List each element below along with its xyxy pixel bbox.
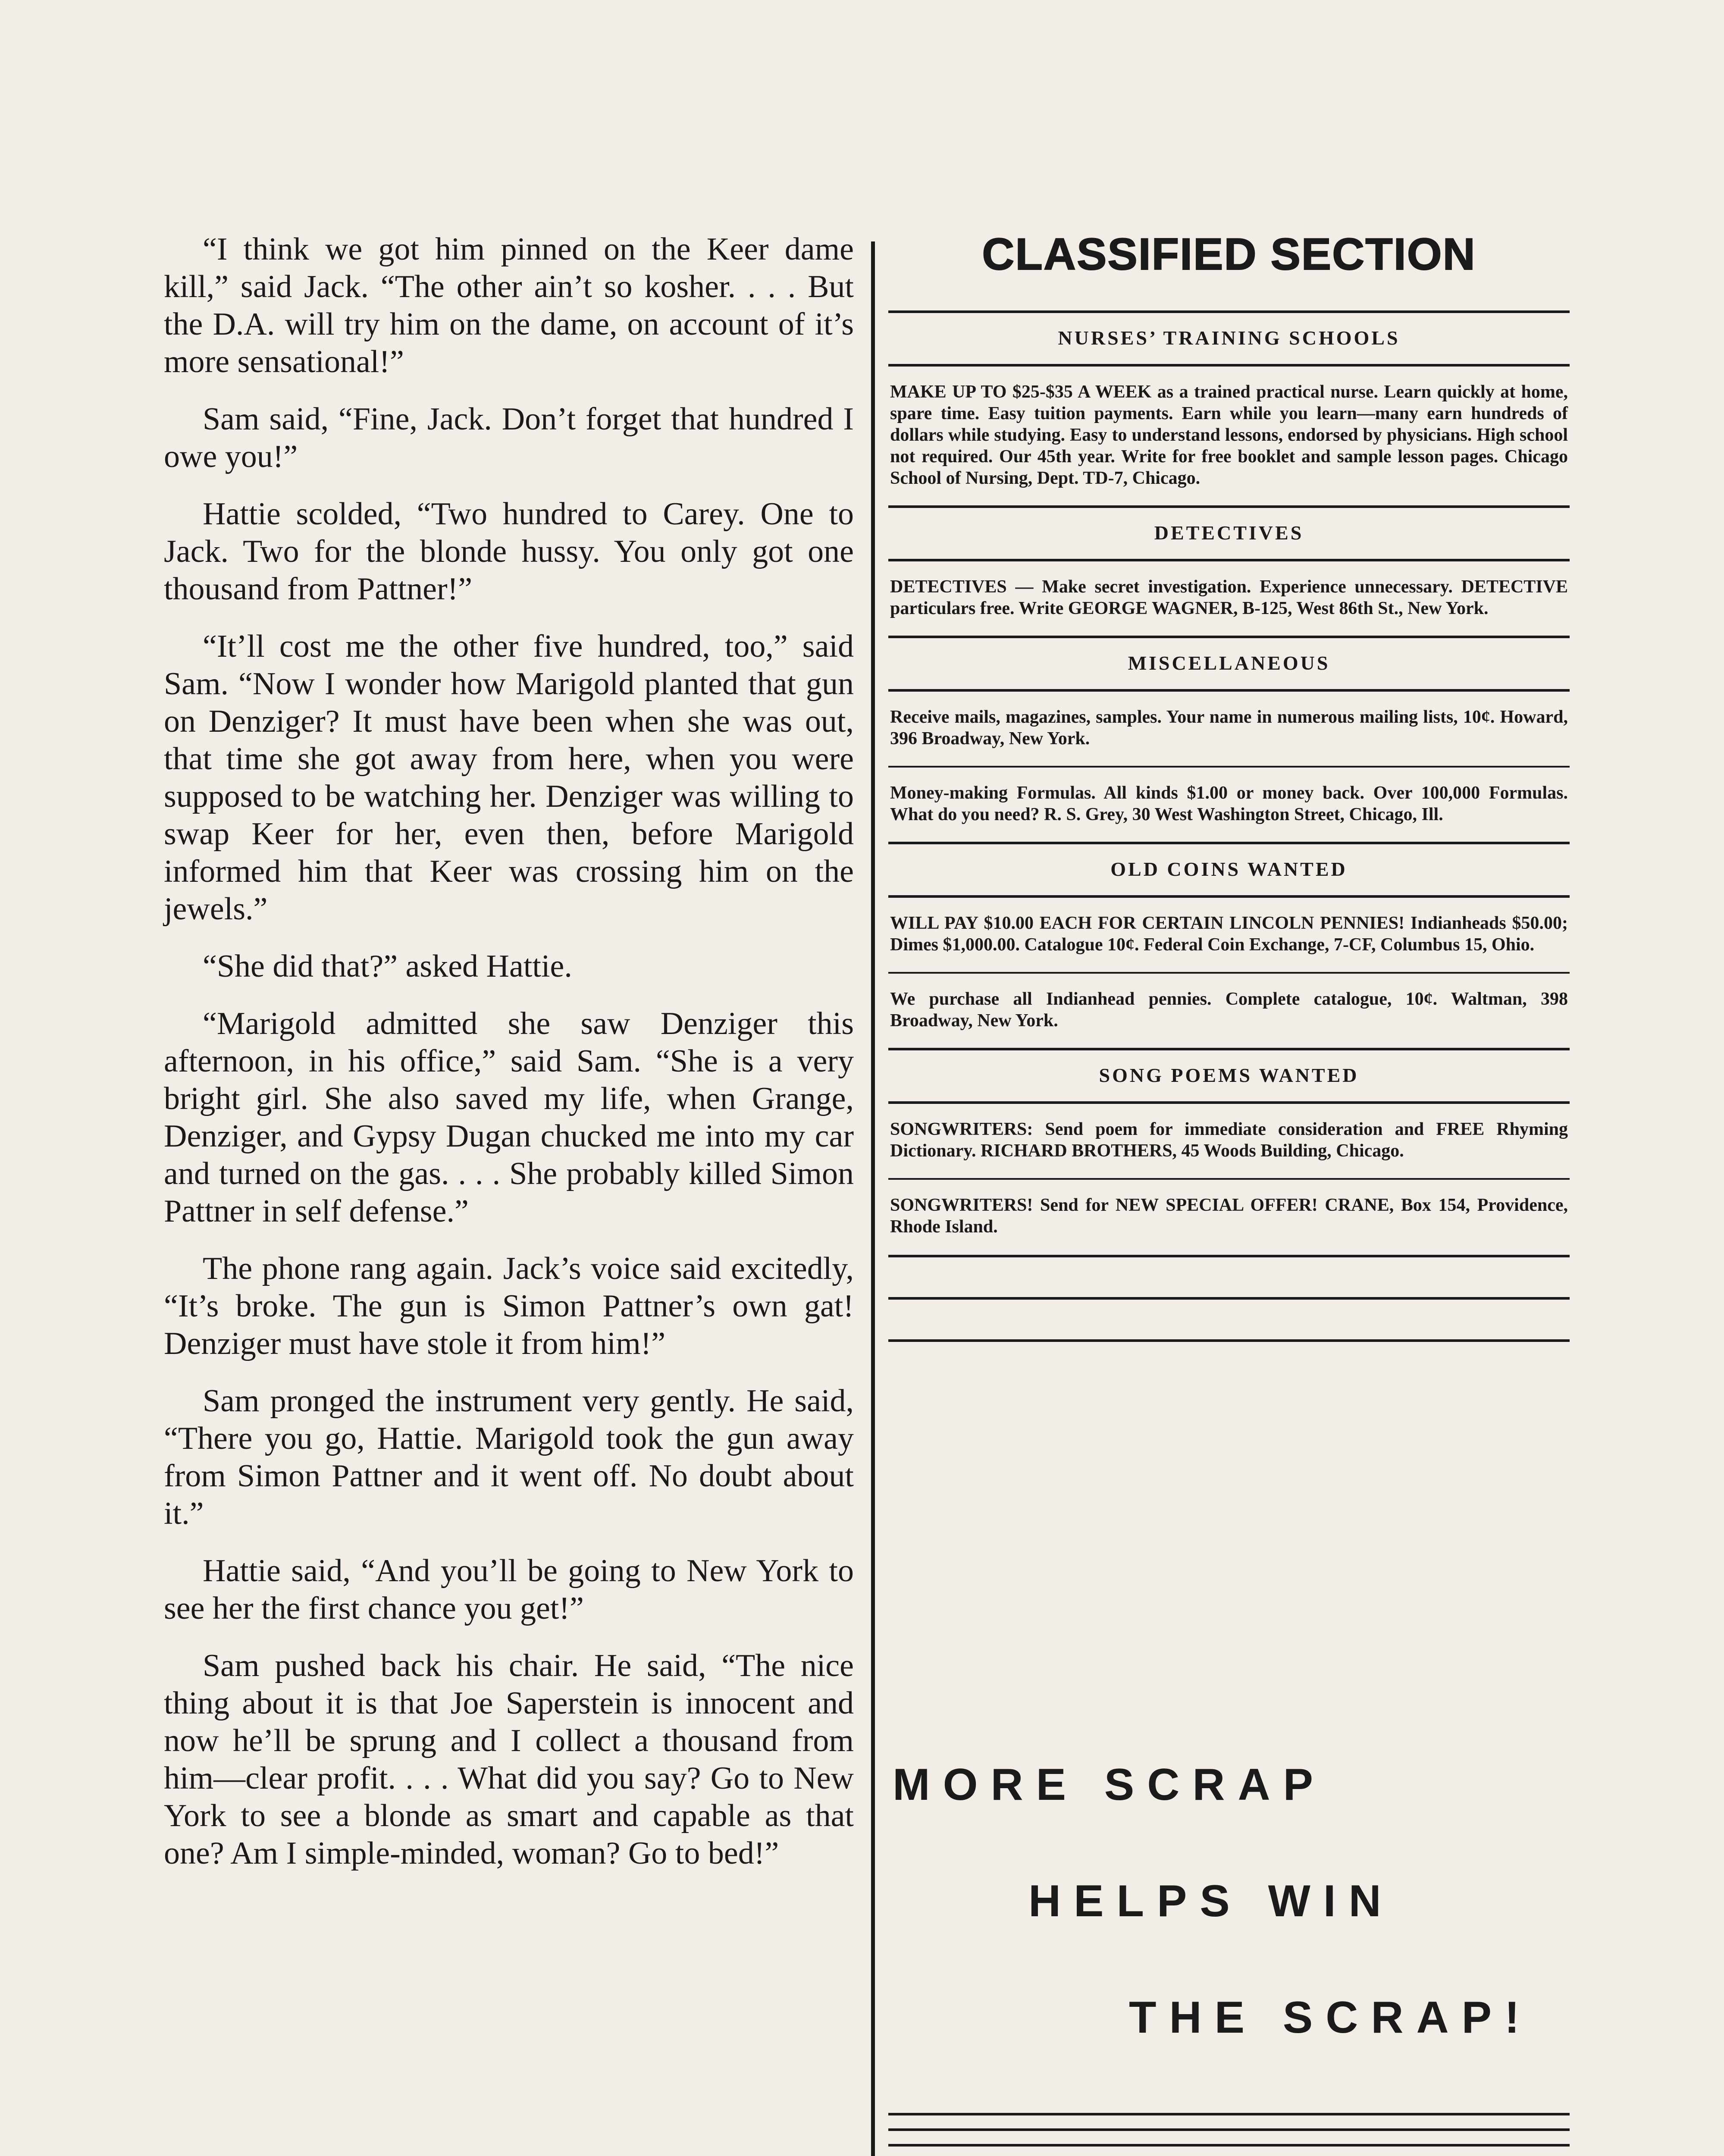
classified-ad: WILL PAY $10.00 EACH FOR CERTAIN LINCOLN PENNIES! Indianheads $50.00; Dimes $1,000.00. Catalogue 10¢. Federal Coin Exchange, 7-CF, Columbus 15, Ohio.	[890, 913, 1568, 955]
ad-separator	[888, 972, 1570, 974]
category-heading: MISCELLANEOUS	[1128, 652, 1330, 674]
story-paragraph: Hattie said, “And you’ll be going to New York to see her the first chance you get!”	[164, 1553, 854, 1626]
section-rule	[888, 310, 1570, 313]
slogan-line: THE SCRAP!	[1129, 1993, 1533, 2043]
section-rule	[888, 364, 1570, 367]
story-paragraph: The phone rang again. Jack’s voice said excitedly, “It’s broke. The gun is Simon Pattner’s own gat! Denziger must have stole it from him!”	[164, 1251, 854, 1361]
closing-rules	[888, 1255, 1570, 1342]
section-rule	[888, 2144, 1570, 2147]
category-heading: NURSES’ TRAINING SCHOOLS	[1058, 327, 1400, 349]
story-paragraph: Sam said, “Fine, Jack. Don’t forget that hundred I owe you!”	[164, 401, 854, 474]
classified-ad: Receive mails, magazines, samples. Your name in numerous mailing lists, 10¢. Howard, 396 Broadway, New York.	[890, 707, 1568, 749]
section-rule	[888, 1101, 1570, 1104]
classified-section	[888, 224, 1570, 1382]
story-paragraph: Sam pushed back his chair. He said, “The nice thing about it is that Joe Saperstein is innocent and now he’ll be sprung and I collect a thousand from him—clear profit. . . . What did you say? Go to New York to see a blonde as smart and capable as that one? Am I simple-minded, woman? Go to bed!”	[164, 1648, 854, 1871]
story-paragraph: “She did that?” asked Hattie.	[203, 949, 572, 984]
story-paragraph: Sam pronged the instrument very gently. He said, “There you go, Hattie. Marigold took the gun away from Simon Pattner and it went off. No doubt about it.”	[164, 1383, 854, 1531]
classified-ad: We purchase all Indianhead pennies. Complete catalogue, 10¢. Waltman, 398 Broadway, New York.	[890, 989, 1568, 1031]
column-divider	[871, 241, 875, 2156]
classified-title: CLASSIFIED SECTION	[982, 229, 1476, 279]
classified-ad: SONGWRITERS: Send poem for immediate consideration and FREE Rhyming Dictionary. RICHARD BROTHERS, 45 Woods Building, Chicago.	[890, 1119, 1568, 1161]
ad-separator	[888, 766, 1570, 768]
story-paragraph: “I think we got him pinned on the Keer dame kill,” said Jack. “The other ain’t so kosher. . . . But the D.A. will try him on the dame, on account of it’s more sensational!”	[164, 232, 854, 379]
classified-ad: DETECTIVES — Make secret investigation. Experience unnecessary. DETECTIVE particulars free. Write GEORGE WAGNER, B-125, West 86th St., New York.	[890, 577, 1568, 618]
section-rule	[888, 505, 1570, 508]
category-heading: OLD COINS WANTED	[1110, 858, 1348, 880]
section-rule	[888, 842, 1570, 844]
ad-separator	[888, 1178, 1570, 1180]
section-rule	[888, 2113, 1570, 2115]
story-paragraph: “Marigold admitted she saw Denziger this afternoon, in his office,” said Sam. “She is a very bright girl. She also saved my life, when Grange, Denziger, and Gypsy Dugan chucked me into my car and turned on the gas. . . . She probably killed Simon Pattner in self defense.”	[164, 1006, 854, 1229]
bottom-rules	[888, 2113, 1570, 2156]
section-rule	[888, 636, 1570, 638]
story-paragraph: Hattie scolded, “Two hundred to Carey. One to Jack. Two for the blonde hussy. You only got one thousand from Pattner!”	[164, 496, 854, 607]
section-rule	[888, 689, 1570, 692]
slogan-line: MORE SCRAP	[893, 1760, 1326, 1810]
classified-ad: Money-making Formulas. All kinds $1.00 or money back. Over 100,000 Formulas. What do you need? R. S. Grey, 30 West Washington Street, Chicago, Ill.	[890, 783, 1568, 824]
slogan-line: HELPS WIN	[1028, 1876, 1394, 1926]
classified-ad: MAKE UP TO $25-$35 A WEEK as a trained practical nurse. Learn quickly at home, spare time. Easy tuition payments. Earn while you learn—many earn hundreds of dollars while studying. Easy to understand lessons, endorsed by physicians. High school not required. Our 45th year. Write for free booklet and sample lesson pages. Chicago School of Nursing, Dept. TD-7, Chicago.	[890, 382, 1568, 488]
section-rule	[888, 1255, 1570, 1257]
category-heading: SONG POEMS WANTED	[1099, 1064, 1359, 1086]
story-paragraph: “It’ll cost me the other five hundred, too,” said Sam. “Now I wonder how Marigold planted that gun on Denziger? It must have been when she was out, that time she got away from here, when you were supposed to be watching her. Denziger was willing to swap Keer for her, even then, before Marigold informed him that Keer was crossing him on the jewels.”	[164, 629, 854, 927]
section-rule	[888, 1048, 1570, 1050]
classified-ad: SONGWRITERS! Send for NEW SPECIAL OFFER! CRANE, Box 154, Providence, Rhode Island.	[890, 1195, 1568, 1237]
category-heading: DETECTIVES	[1154, 522, 1304, 544]
section-rule	[888, 895, 1570, 898]
section-rule	[888, 1339, 1570, 1342]
section-rule	[888, 559, 1570, 561]
section-rule	[888, 2128, 1570, 2131]
story-column	[164, 231, 854, 1892]
section-rule	[888, 1297, 1570, 1300]
